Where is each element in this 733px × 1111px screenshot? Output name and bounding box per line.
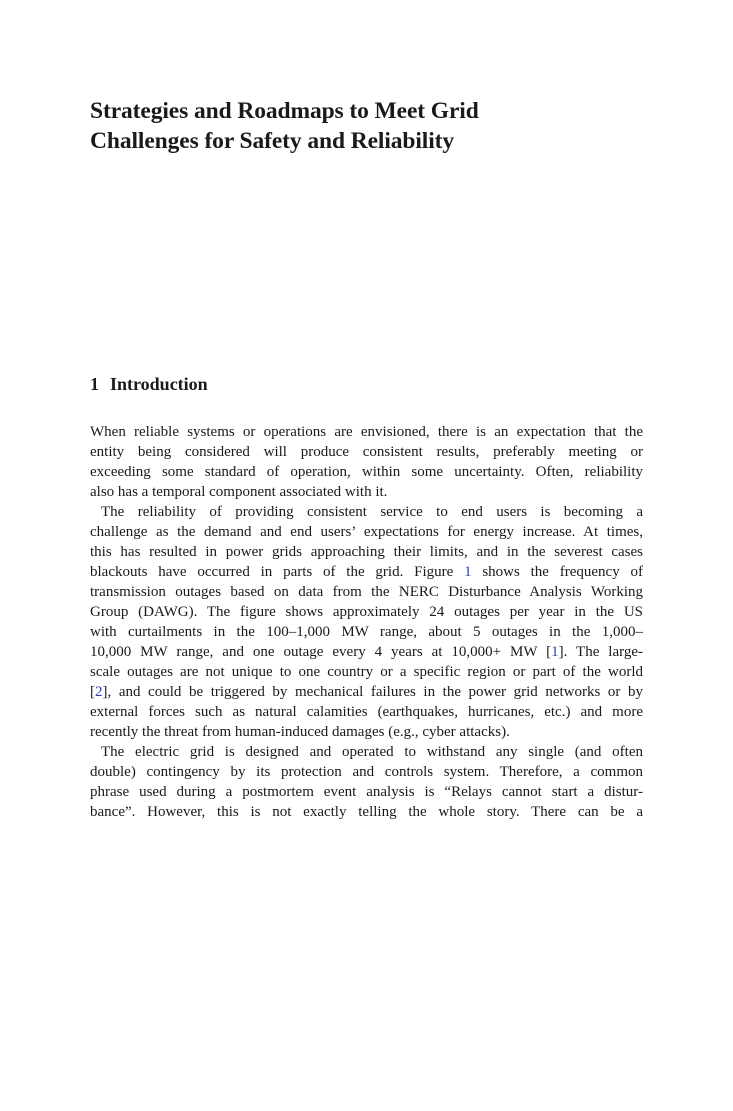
text-line: external forces such as natural calamities (earthquakes, hurricanes, etc.) and more (90, 704, 643, 720)
text-line: recently the threat from human-induced damages (e.g., cyber attacks). (90, 724, 510, 740)
text-segment: [ (90, 684, 95, 700)
section-number: 1 (90, 374, 99, 394)
text-line: exceeding some standard of operation, within some uncertainty. Often, reliability (90, 464, 643, 480)
text-segment: blackouts have occurred in parts of the grid. Figure (90, 564, 465, 580)
text-segment: 10,000 MW range, and one outage every 4 years at 10,000+ MW [ (90, 644, 552, 660)
chapter-title-line: Challenges for Safety and Reliability (90, 128, 455, 154)
text-line: transmission outages based on data from the NERC Disturbance Analysis Working (90, 584, 643, 600)
text-line: double) contingency by its protection and controls system. Therefore, a common (90, 764, 643, 780)
citation-link[interactable]: 1 (551, 644, 559, 660)
text-line: The electric grid is designed and operated to withstand any single (and often (101, 744, 643, 760)
text-line: bance”. However, this is not exactly telling the whole story. There can be a (90, 804, 643, 820)
text-line: Group (DAWG). The figure shows approximately 24 outages per year in the US (90, 604, 643, 620)
chapter-title-line: Strategies and Roadmaps to Meet Grid (90, 98, 479, 124)
text-segment: ], and could be triggered by mechanical failures in the power grid networks or by (102, 684, 643, 700)
text-line (90, 642, 643, 662)
text-line: entity being considered will produce consistent results, preferably meeting or (90, 444, 643, 460)
text-line: also has a temporal component associated with it. (90, 484, 388, 500)
text-line: challenge as the demand and end users’ expectations for energy increase. At times, (90, 524, 643, 540)
text-line: with curtailments in the 100–1,000 MW range, about 5 outages in the 1,000– (90, 624, 643, 640)
text-line: When reliable systems or operations are envisioned, there is an expectation that the (90, 424, 643, 440)
body-text (90, 422, 643, 822)
text-line (90, 682, 643, 702)
text-line: scale outages are not unique to one country or a specific region or part of the world (90, 664, 643, 680)
chapter-title (90, 96, 650, 156)
text-line: phrase used during a postmortem event analysis is “Relays cannot start a distur- (90, 784, 643, 800)
text-segment: shows the frequency of (471, 564, 643, 580)
section-heading (90, 372, 208, 396)
text-line: The reliability of providing consistent service to end users is becoming a (101, 504, 643, 520)
section-title: Introduction (110, 374, 208, 394)
figure-reference-link[interactable]: 1 (464, 564, 472, 580)
text-line: this has resulted in power grids approaching their limits, and in the severest cases (90, 544, 643, 560)
text-line (90, 562, 643, 582)
citation-link[interactable]: 2 (95, 684, 103, 700)
text-segment: ]. The large- (558, 644, 644, 660)
